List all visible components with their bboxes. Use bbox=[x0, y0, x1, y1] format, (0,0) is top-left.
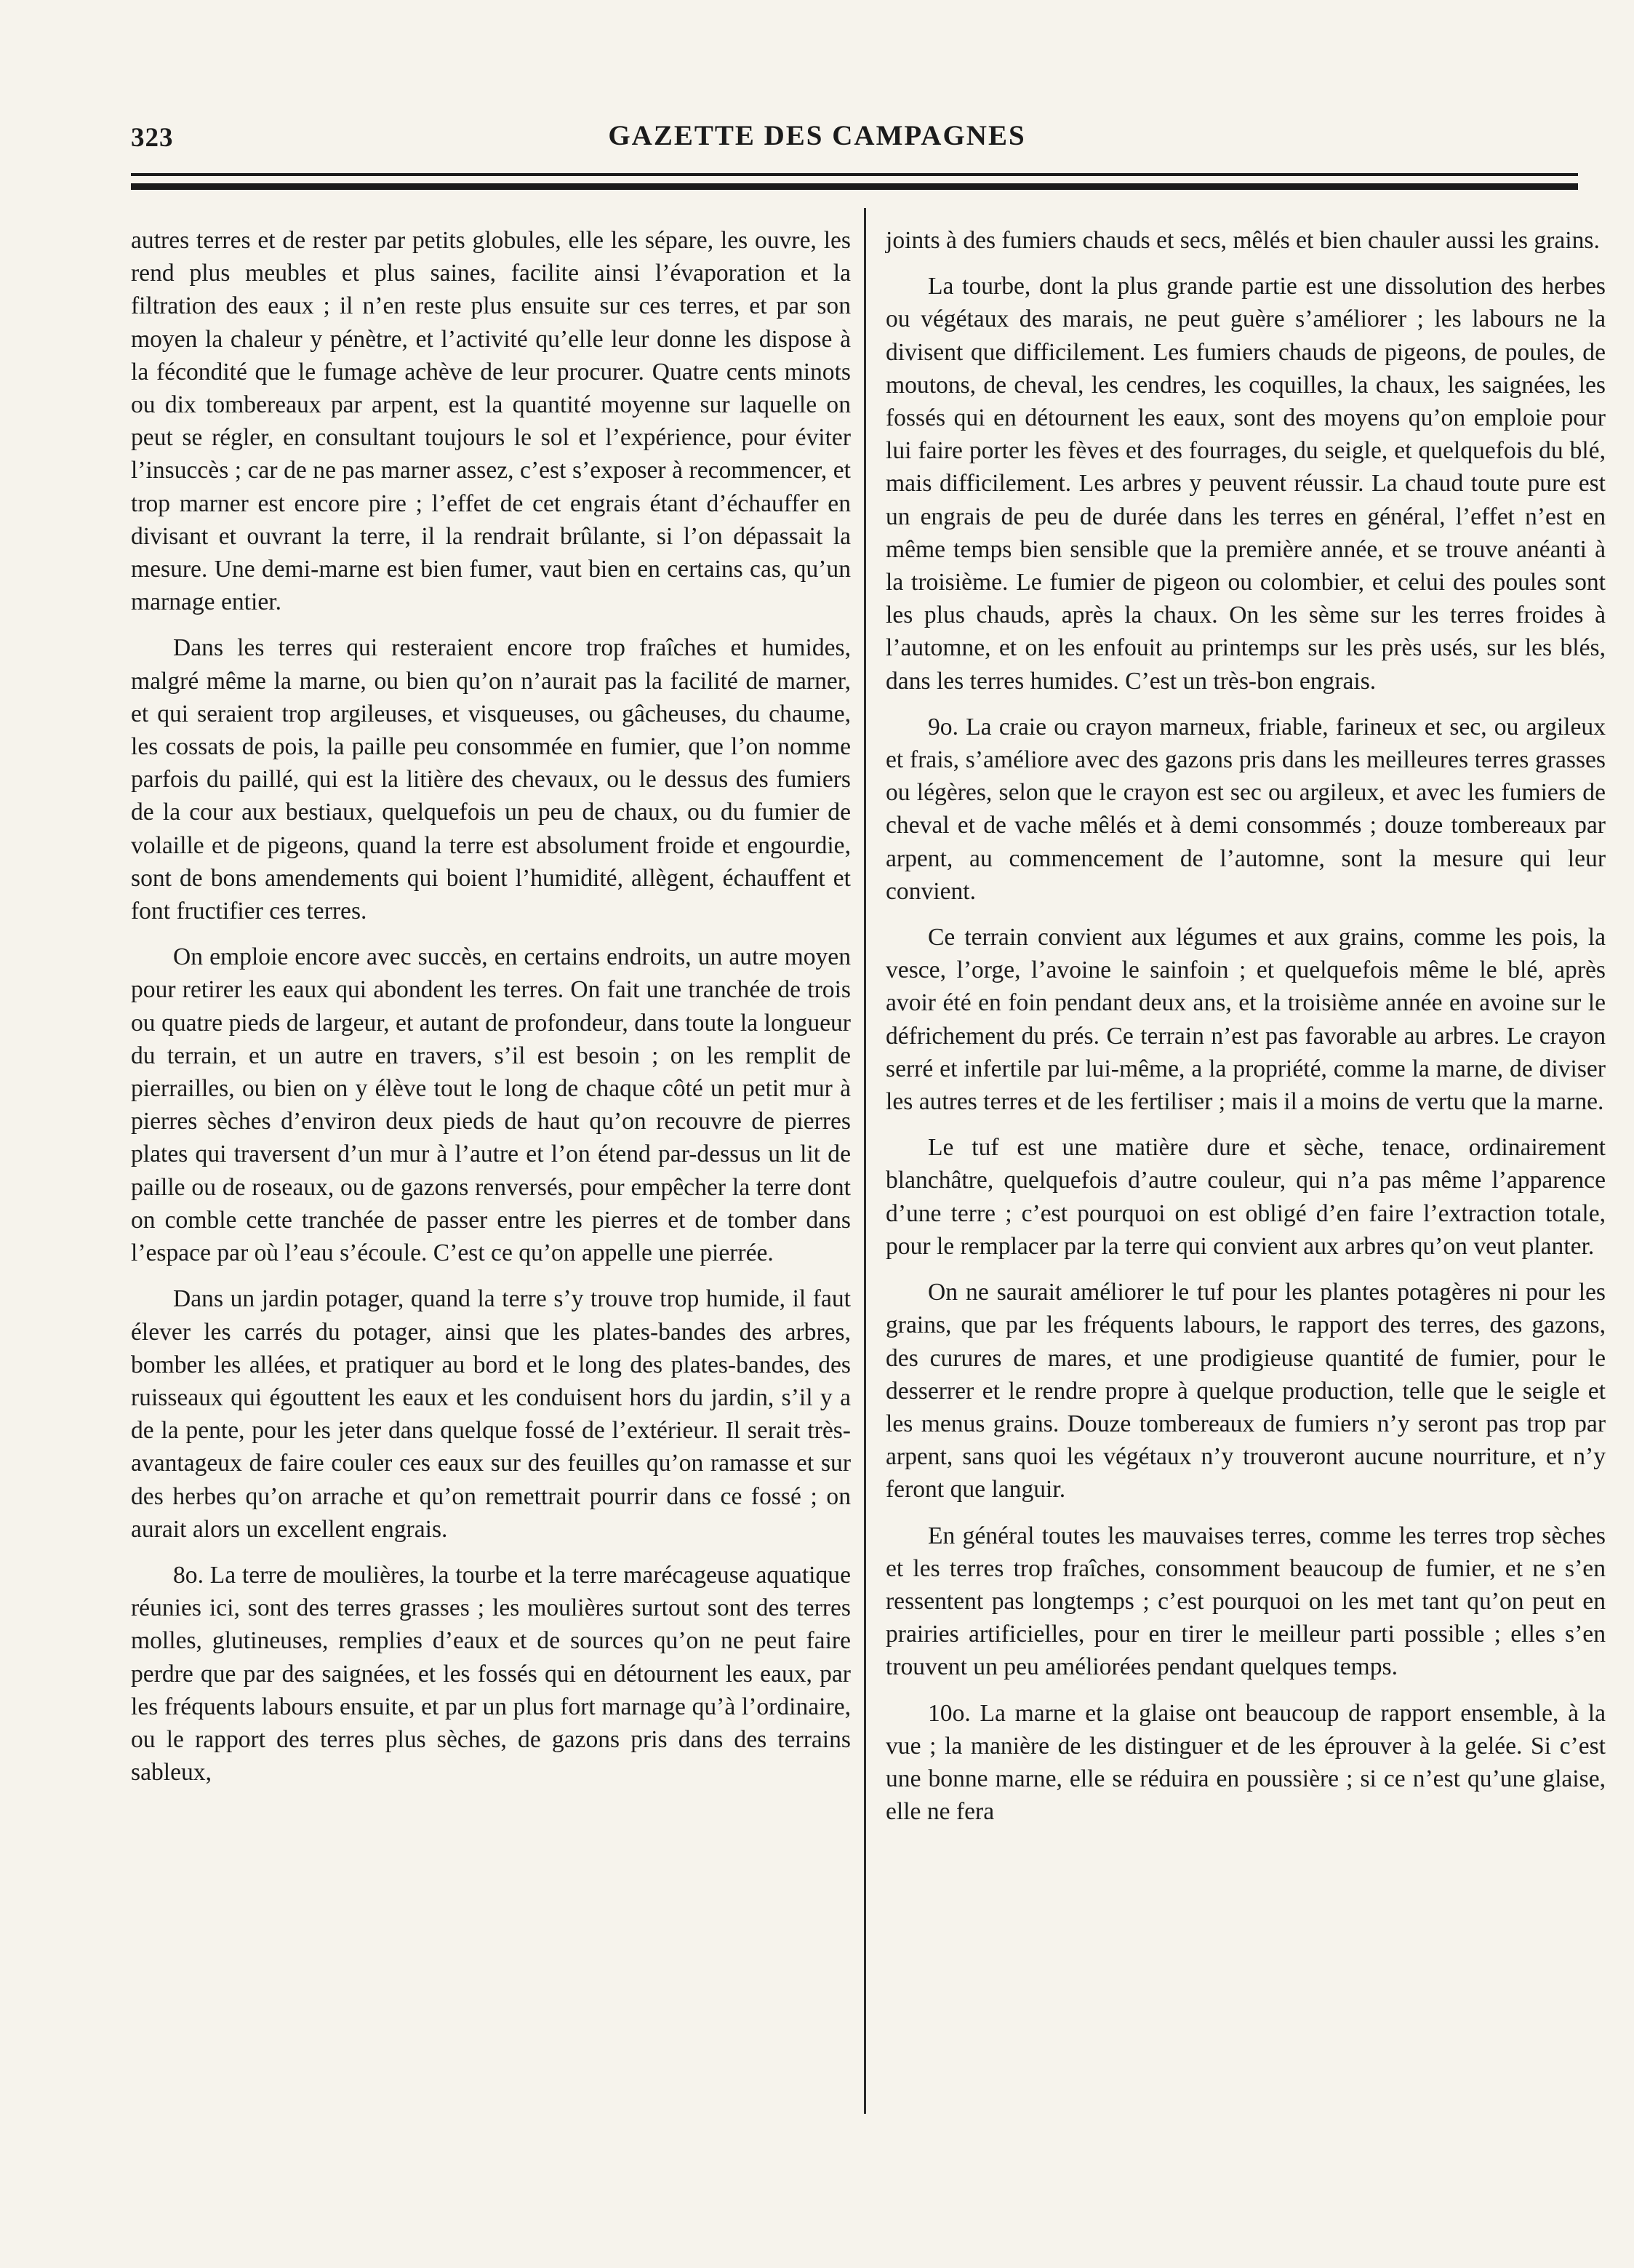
right-paragraph-2: La tourbe, dont la plus grande partie est une dissolution des herbes ou végétaux des marais, ne peut guère s’améliorer ; les labours ne la divisent que difficilement. Les fumiers chauds de pigeons, de poules, de moutons, de cheval, les cendres, les coquilles, la chaux, les saignées, les fossés qui en détournent les eaux, sont des moyens qu’on emploie pour lui faire porter les fèves et des fourrages, du seigle, et quelquefois du blé, mais difficilement. Les arbres y peuvent réussir. La chaud toute pure est un engrais de peu de durée dans les terres en général, l’effet n’est en même temps bien sensible que la première année, et se trouve anéanti à la troisième. Le fumier de pigeon ou colombier, et celui des poules sont les plus chauds, après la chaux. On les sème sur les terres froides à l’automne, et on les enfouit au printemps sur les près usés, sur les blés, dans les terres humides. C’est un très-bon engrais. bbox=[886, 273, 1606, 695]
header-rule-thin bbox=[131, 173, 1578, 176]
left-paragraph-2: Dans les terres qui resteraient encore trop fraîches et humides, malgré même la marne, ou bien qu’on n’aurait pas la facilité de marner, et qui seraient trop argileuses, et visqueuses, ou gâcheuses, du chaume, les cossats de pois, la paille peu consommée en fumier, que l’on nomme parfois du paillé, qui est la litière des chevaux, ou le dessus des fumiers de la cour aux bestiaux, quelquefois un peu de chaux, ou du fumier de volaille et de pigeons, quand la terre est absolument froide et engourdie, sont de bons amendements qui boient l’humidité, allègent, échauffent et font fructifier ces terres. bbox=[131, 634, 851, 925]
left-column bbox=[131, 224, 851, 1789]
right-column bbox=[886, 224, 1606, 1828]
right-paragraph-1: joints à des fumiers chauds et secs, mêlés et bien chauler aussi les grains. bbox=[886, 227, 1600, 254]
left-paragraph-5: 8o. La terre de moulières, la tourbe et la terre marécageuse aquatique réunies ici, sont des terres grasses ; les moulières surtout sont des terres molles, glutineuses, remplies d’eaux et de sources qu’on ne peut faire perdre que par des saignées, et les fossés qui en détournent les eaux, par les fréquents labours ensuite, et par un plus fort marnage qu’à l’ordinaire, ou le rapport des terres plus sèches, de gazons pris dans des terrains sableux, bbox=[131, 1561, 851, 1786]
right-paragraph-6: On ne saurait améliorer le tuf pour les plantes potagères ni pour les grains, que par les fréquents labours, le rapport des terres, des gazons, des curures de mares, et une prodigieuse quantité de fumier, pour le desserrer et le rendre propre à quelque production, telle que le seigle et les menus grains. Douze tombereaux de fumiers n’y seront pas trop par arpent, sans quoi les végétaux n’y trouveront aucune nourriture, et n’y feront que languir. bbox=[886, 1279, 1606, 1504]
journal-title: GAZETTE DES CAMPAGNES bbox=[608, 120, 1026, 151]
column-divider bbox=[864, 208, 866, 2114]
right-paragraph-3: 9o. La craie ou crayon marneux, friable, farineux et sec, ou argileux et frais, s’améliore avec des gazons pris dans les meilleures terres grasses ou légères, selon que le crayon est sec ou argileux, et avec les fumiers de cheval et de vache mêlés et à demi consommés ; douze tombereaux par arpent, au commencement de l’automne, sont la mesure qui leur convient. bbox=[886, 713, 1606, 905]
left-paragraph-3: On emploie encore avec succès, en certains endroits, un autre moyen pour retirer les eaux qui abondent les terres. On fait une tranchée de trois ou quatre pieds de largeur, et autant de profondeur, dans toute la longueur du terrain, et un autre en travers, s’il est besoin ; on les remplit de pierrailles, ou bien on y élève tout le long de chaque côté un petit mur à pierres sèches d’environ deux pieds de haut qu’on recouvre de pierres plates qui traversent d’un mur à l’autre et l’on étend par-dessus un lit de paille ou de roseaux, ou de gazons renversés, pour empêcher la terre dont on comble cette tranchée de passer entre les pierres et de tomber dans l’espace par où l’eau s’écoule. C’est ce qu’on appelle une pierrée. bbox=[131, 943, 851, 1267]
right-paragraph-4: Ce terrain convient aux légumes et aux grains, comme les pois, la vesce, l’orge, l’avoine le sainfoin ; et quelquefois même le blé, après avoir été en foin pendant deux ans, et la troisième année en avoine sur le défrichement du prés. Ce terrain n’est pas favorable au arbres. Le crayon serré et infertile par lui-même, a la propriété, comme la marne, de diviser les autres terres et de les fertiliser ; mais il a moins de vertu que la marne. bbox=[886, 924, 1606, 1116]
page-number: 323 bbox=[131, 123, 174, 153]
right-paragraph-8: 10o. La marne et la glaise ont beaucoup de rapport ensemble, à la vue ; la manière de les distinguer et de les éprouver à la gelée. Si c’est une bonne marne, elle se réduira en poussière ; si ce n’est qu’une glaise, elle ne fera bbox=[886, 1699, 1606, 1826]
right-paragraph-5: Le tuf est une matière dure et sèche, tenace, ordinairement blanchâtre, quelquefois d’autre couleur, qui n’a pas même l’apparence d’une terre ; c’est pourquoi on est obligé d’en faire l’extraction totale, pour le remplacer par la terre qui convient aux arbres qu’on veut planter. bbox=[886, 1134, 1606, 1260]
left-paragraph-1: autres terres et de rester par petits globules, elle les sépare, les ouvre, les rend plus meubles et plus saines, facilite ainsi l’évaporation et la filtration des eaux ; il n’en reste plus ensuite sur ces terres, et par son moyen la chaleur y pénètre, et l’activité qu’elle leur donne les dispose à la fécondité que le fumage achève de leur procurer. Quatre cents minots ou dix tombereaux par arpent, est la quantité moyenne sur laquelle on peut se régler, en consultant toujours le sol et l’expérience, pour éviter l’insuccès ; car de ne pas marner assez, c’est s’exposer à recommencer, et trop marner est encore pire ; l’effet de cet engrais étant d’échauffer en divisant et ouvrant la terre, il la rendrait brûlante, si l’on dépassait la mesure. Une demi-marne est bien fumer, vaut bien en certains cas, qu’un marnage entier. bbox=[131, 227, 851, 616]
header-rule-thick bbox=[131, 183, 1578, 190]
left-paragraph-4: Dans un jardin potager, quand la terre s’y trouve trop humide, il faut élever les carrés du potager, ainsi que les plates-bandes des arbres, bomber les allées, et pratiquer au bord et le long des plates-bandes, des ruisseaux qui égouttent les eaux et les conduisent hors du jardin, s’il y a de la pente, pour les jeter dans quelque fossé de l’extérieur. Il serait très-avantageux de faire couler ces eaux sur des feuilles qu’on ramasse et sur des herbes qu’on arrache et qu’on remettrait pourrir dans ce fossé ; on aurait alors un excellent engrais. bbox=[131, 1285, 851, 1543]
right-paragraph-7: En général toutes les mauvaises terres, comme les terres trop sèches et les terres trop fraîches, consomment beaucoup de fumier, et ne s’en ressentent pas longtemps ; c’est pourquoi on les met tant qu’on peut en prairies artificielles, pour en tirer le meilleur parti possible ; elles s’en trouvent un peu améliorées pendant quelques temps. bbox=[886, 1522, 1606, 1681]
